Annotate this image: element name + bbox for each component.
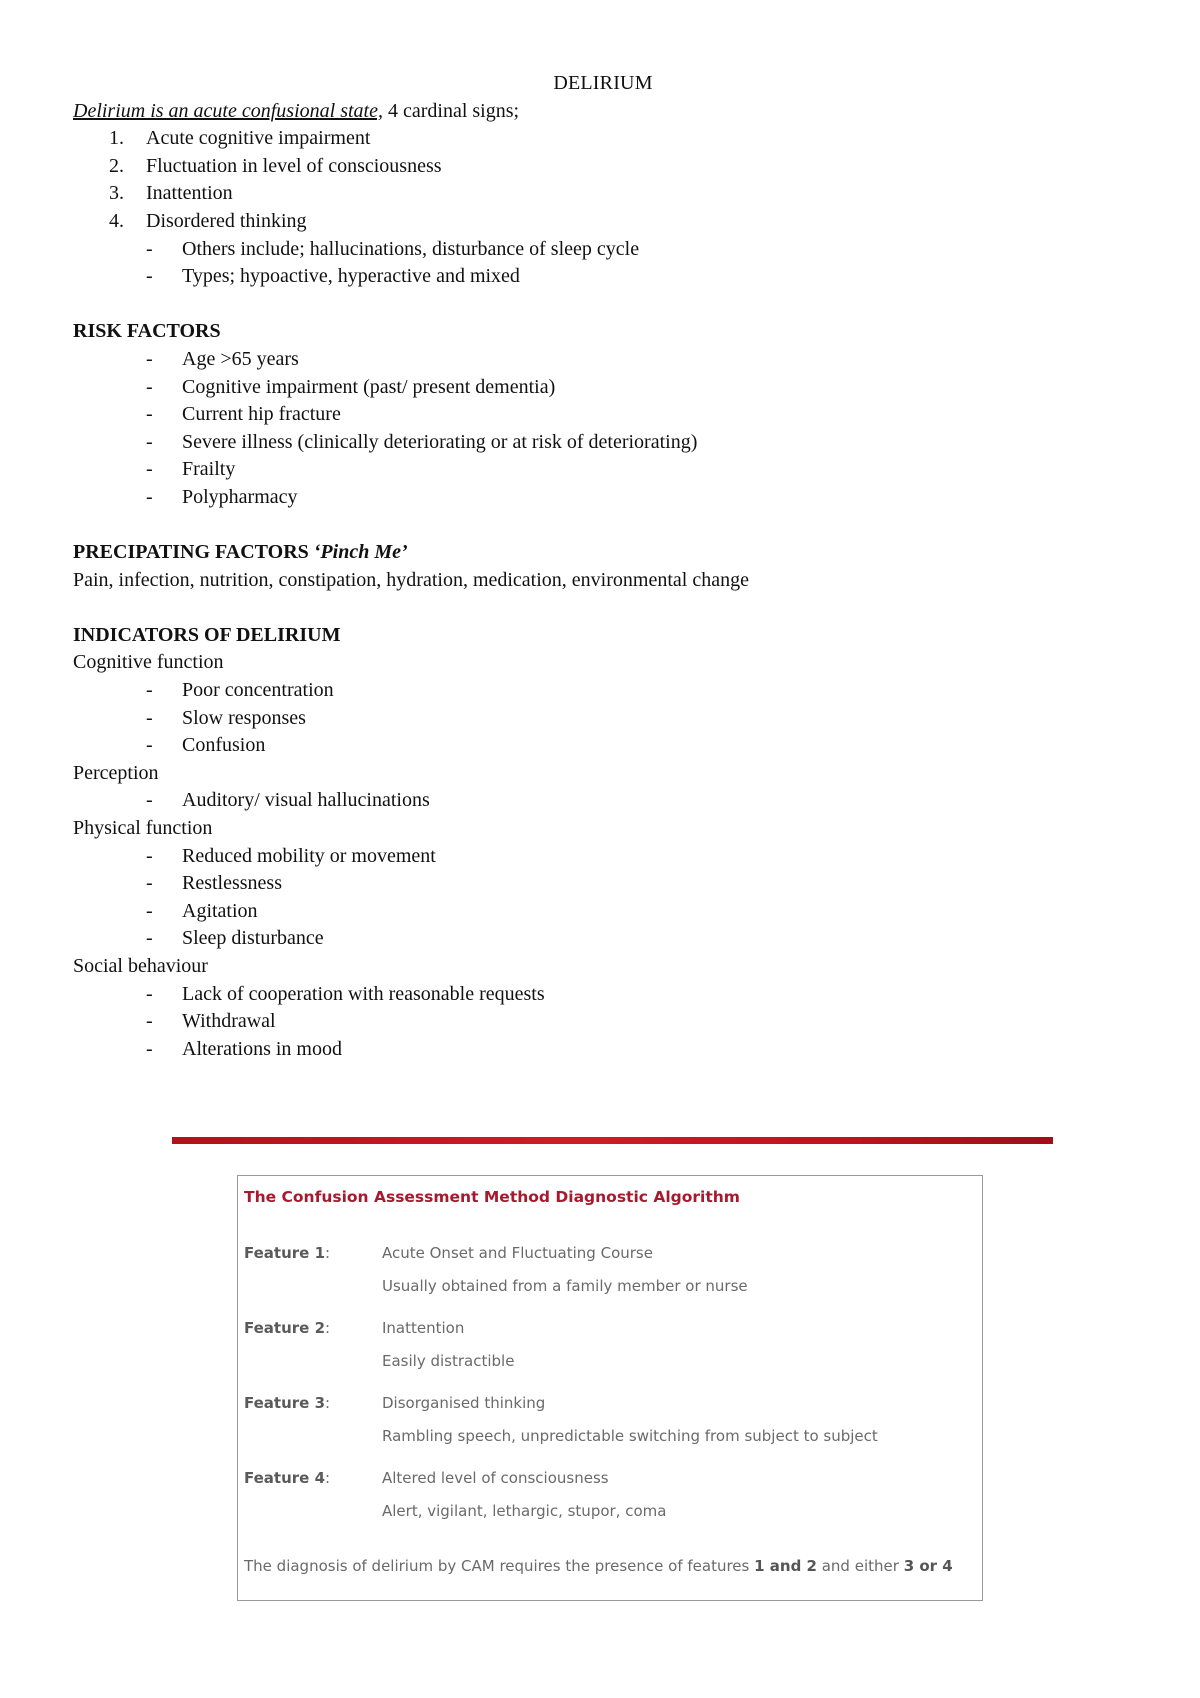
cam-footer-text: and either xyxy=(816,1557,904,1575)
list-item-text: Disordered thinking xyxy=(146,209,307,232)
cam-algorithm-box xyxy=(237,1175,983,1601)
precipitating-heading xyxy=(73,539,1113,567)
feature-title: Altered level of consciousness xyxy=(382,1469,609,1487)
feature-label-text: Feature 3 xyxy=(244,1394,326,1412)
list-item-text: Types; hypoactive, hyperactive and mixed xyxy=(182,265,520,288)
cardinal-sign xyxy=(73,208,1113,236)
precipitating-text: Pain, infection, nutrition, constipation, hydration, medication, environmental change xyxy=(73,568,749,591)
bullet-dash: - xyxy=(146,844,153,867)
bullet-dash: - xyxy=(146,927,153,950)
list-item-text: Sleep disturbance xyxy=(182,927,324,950)
list-item-text: Severe illness (clinically deteriorating or at risk of deteriorating) xyxy=(182,430,698,453)
list-number: 2. xyxy=(109,154,124,177)
risk-factors-heading: RISK FACTORS xyxy=(73,320,221,343)
cam-footer-features-a: 1 and 2 xyxy=(754,1557,817,1575)
bullet-dash: - xyxy=(146,485,153,508)
indicators-heading: INDICATORS OF DELIRIUM xyxy=(73,623,341,646)
indicator-item xyxy=(73,981,1113,1009)
bullet-dash: - xyxy=(146,237,153,260)
note-item xyxy=(73,236,1113,264)
indicator-item xyxy=(73,677,1113,705)
risk-factor-item xyxy=(73,346,1113,374)
bullet-dash: - xyxy=(146,458,153,481)
page-title: DELIRIUM xyxy=(553,72,653,94)
feature-label: Feature 2: xyxy=(244,1319,331,1337)
bullet-dash: - xyxy=(146,1010,153,1033)
bullet-dash: - xyxy=(146,1037,153,1060)
risk-factor-item xyxy=(73,484,1113,512)
list-item-text: Slow responses xyxy=(182,706,306,729)
feature-title: Acute Onset and Fluctuating Course xyxy=(382,1244,653,1262)
indicator-item xyxy=(73,898,1113,926)
intro-lead: Delirium is an acute confusional state, xyxy=(73,99,383,122)
list-item-text: Agitation xyxy=(182,899,258,922)
list-item-text: Inattention xyxy=(146,182,233,205)
feature-description: Alert, vigilant, lethargic, stupor, coma xyxy=(382,1502,667,1520)
indicator-item xyxy=(73,870,1113,898)
list-number: 4. xyxy=(109,209,124,232)
bullet-dash: - xyxy=(146,403,153,426)
cardinal-sign xyxy=(73,180,1113,208)
cam-title: The Confusion Assessment Method Diagnostic Algorithm xyxy=(244,1188,740,1206)
bullet-dash: - xyxy=(146,265,153,288)
precipitating-mnemonic: ‘Pinch Me’ xyxy=(313,541,408,564)
list-item-text: Others include; hallucinations, disturbance of sleep cycle xyxy=(182,237,640,260)
note-item xyxy=(73,263,1113,291)
feature-label-text: Feature 2 xyxy=(244,1319,326,1337)
list-item-text: Polypharmacy xyxy=(182,485,298,508)
indicator-item xyxy=(73,925,1113,953)
feature-title: Inattention xyxy=(382,1319,465,1337)
cam-footer-features-b: 3 or 4 xyxy=(903,1557,953,1575)
list-number: 3. xyxy=(109,182,124,205)
list-item-text: Current hip fracture xyxy=(182,403,341,426)
indicator-item xyxy=(73,1036,1113,1064)
bullet-dash: - xyxy=(146,679,153,702)
list-item-text: Age >65 years xyxy=(182,347,299,370)
list-item-text: Acute cognitive impairment xyxy=(146,127,371,150)
cardinal-sign xyxy=(73,153,1113,181)
intro-rest: 4 cardinal signs; xyxy=(382,99,520,122)
list-item-text: Withdrawal xyxy=(182,1010,276,1033)
indicator-item xyxy=(73,1008,1113,1036)
precipitating-heading-text: PRECIPATING FACTORS xyxy=(73,541,314,564)
feature-label: Feature 3: xyxy=(244,1394,331,1412)
bullet-dash: - xyxy=(146,734,153,757)
bullet-dash: - xyxy=(146,706,153,729)
feature-label-text: Feature 4 xyxy=(244,1469,326,1487)
list-item-text: Fluctuation in level of consciousness xyxy=(146,154,442,177)
feature-title: Disorganised thinking xyxy=(382,1394,546,1412)
cam-footer xyxy=(244,1557,953,1575)
document-body xyxy=(73,70,1113,1063)
list-item-text: Restlessness xyxy=(182,872,282,895)
indicator-group-label: Cognitive function xyxy=(73,651,224,674)
list-item-text: Reduced mobility or movement xyxy=(182,844,436,867)
list-item-text: Auditory/ visual hallucinations xyxy=(182,789,430,812)
list-item-text: Confusion xyxy=(182,734,266,757)
feature-label-text: Feature 1 xyxy=(244,1244,326,1262)
indicator-group-label: Social behaviour xyxy=(73,955,208,977)
cardinal-sign xyxy=(73,125,1113,153)
red-divider-bar xyxy=(172,1137,1053,1144)
bullet-dash: - xyxy=(146,430,153,453)
indicator-item xyxy=(73,843,1113,871)
feature-label: Feature 1: xyxy=(244,1244,331,1262)
indicator-item xyxy=(73,705,1113,733)
feature-description: Easily distractible xyxy=(382,1352,515,1370)
bullet-dash: - xyxy=(146,982,153,1005)
cam-footer-text: The diagnosis of delirium by CAM requires the presence of features xyxy=(244,1557,755,1575)
indicator-item xyxy=(73,732,1113,760)
bullet-dash: - xyxy=(146,872,153,895)
list-item-text: Cognitive impairment (past/ present dementia) xyxy=(182,375,556,398)
risk-factor-item xyxy=(73,374,1113,402)
bullet-dash: - xyxy=(146,375,153,398)
risk-factor-item xyxy=(73,401,1113,429)
risk-factor-item xyxy=(73,429,1113,457)
feature-description: Usually obtained from a family member or nurse xyxy=(382,1277,748,1295)
indicator-group-label: Perception xyxy=(73,761,159,784)
indicator-group-label: Physical function xyxy=(73,817,213,840)
intro-line xyxy=(73,98,1113,126)
bullet-dash: - xyxy=(146,789,153,812)
risk-factor-item xyxy=(73,456,1113,484)
list-item-text: Alterations in mood xyxy=(182,1037,342,1060)
list-item-text: Poor concentration xyxy=(182,679,334,702)
feature-description: Rambling speech, unpredictable switching from subject to subject xyxy=(382,1427,878,1445)
bullet-dash: - xyxy=(146,899,153,922)
bullet-dash: - xyxy=(146,347,153,370)
list-item-text: Lack of cooperation with reasonable requests xyxy=(182,982,545,1005)
feature-label: Feature 4: xyxy=(244,1469,331,1487)
list-item-text: Frailty xyxy=(182,458,236,481)
list-number: 1. xyxy=(109,127,124,150)
indicator-item xyxy=(73,787,1113,815)
